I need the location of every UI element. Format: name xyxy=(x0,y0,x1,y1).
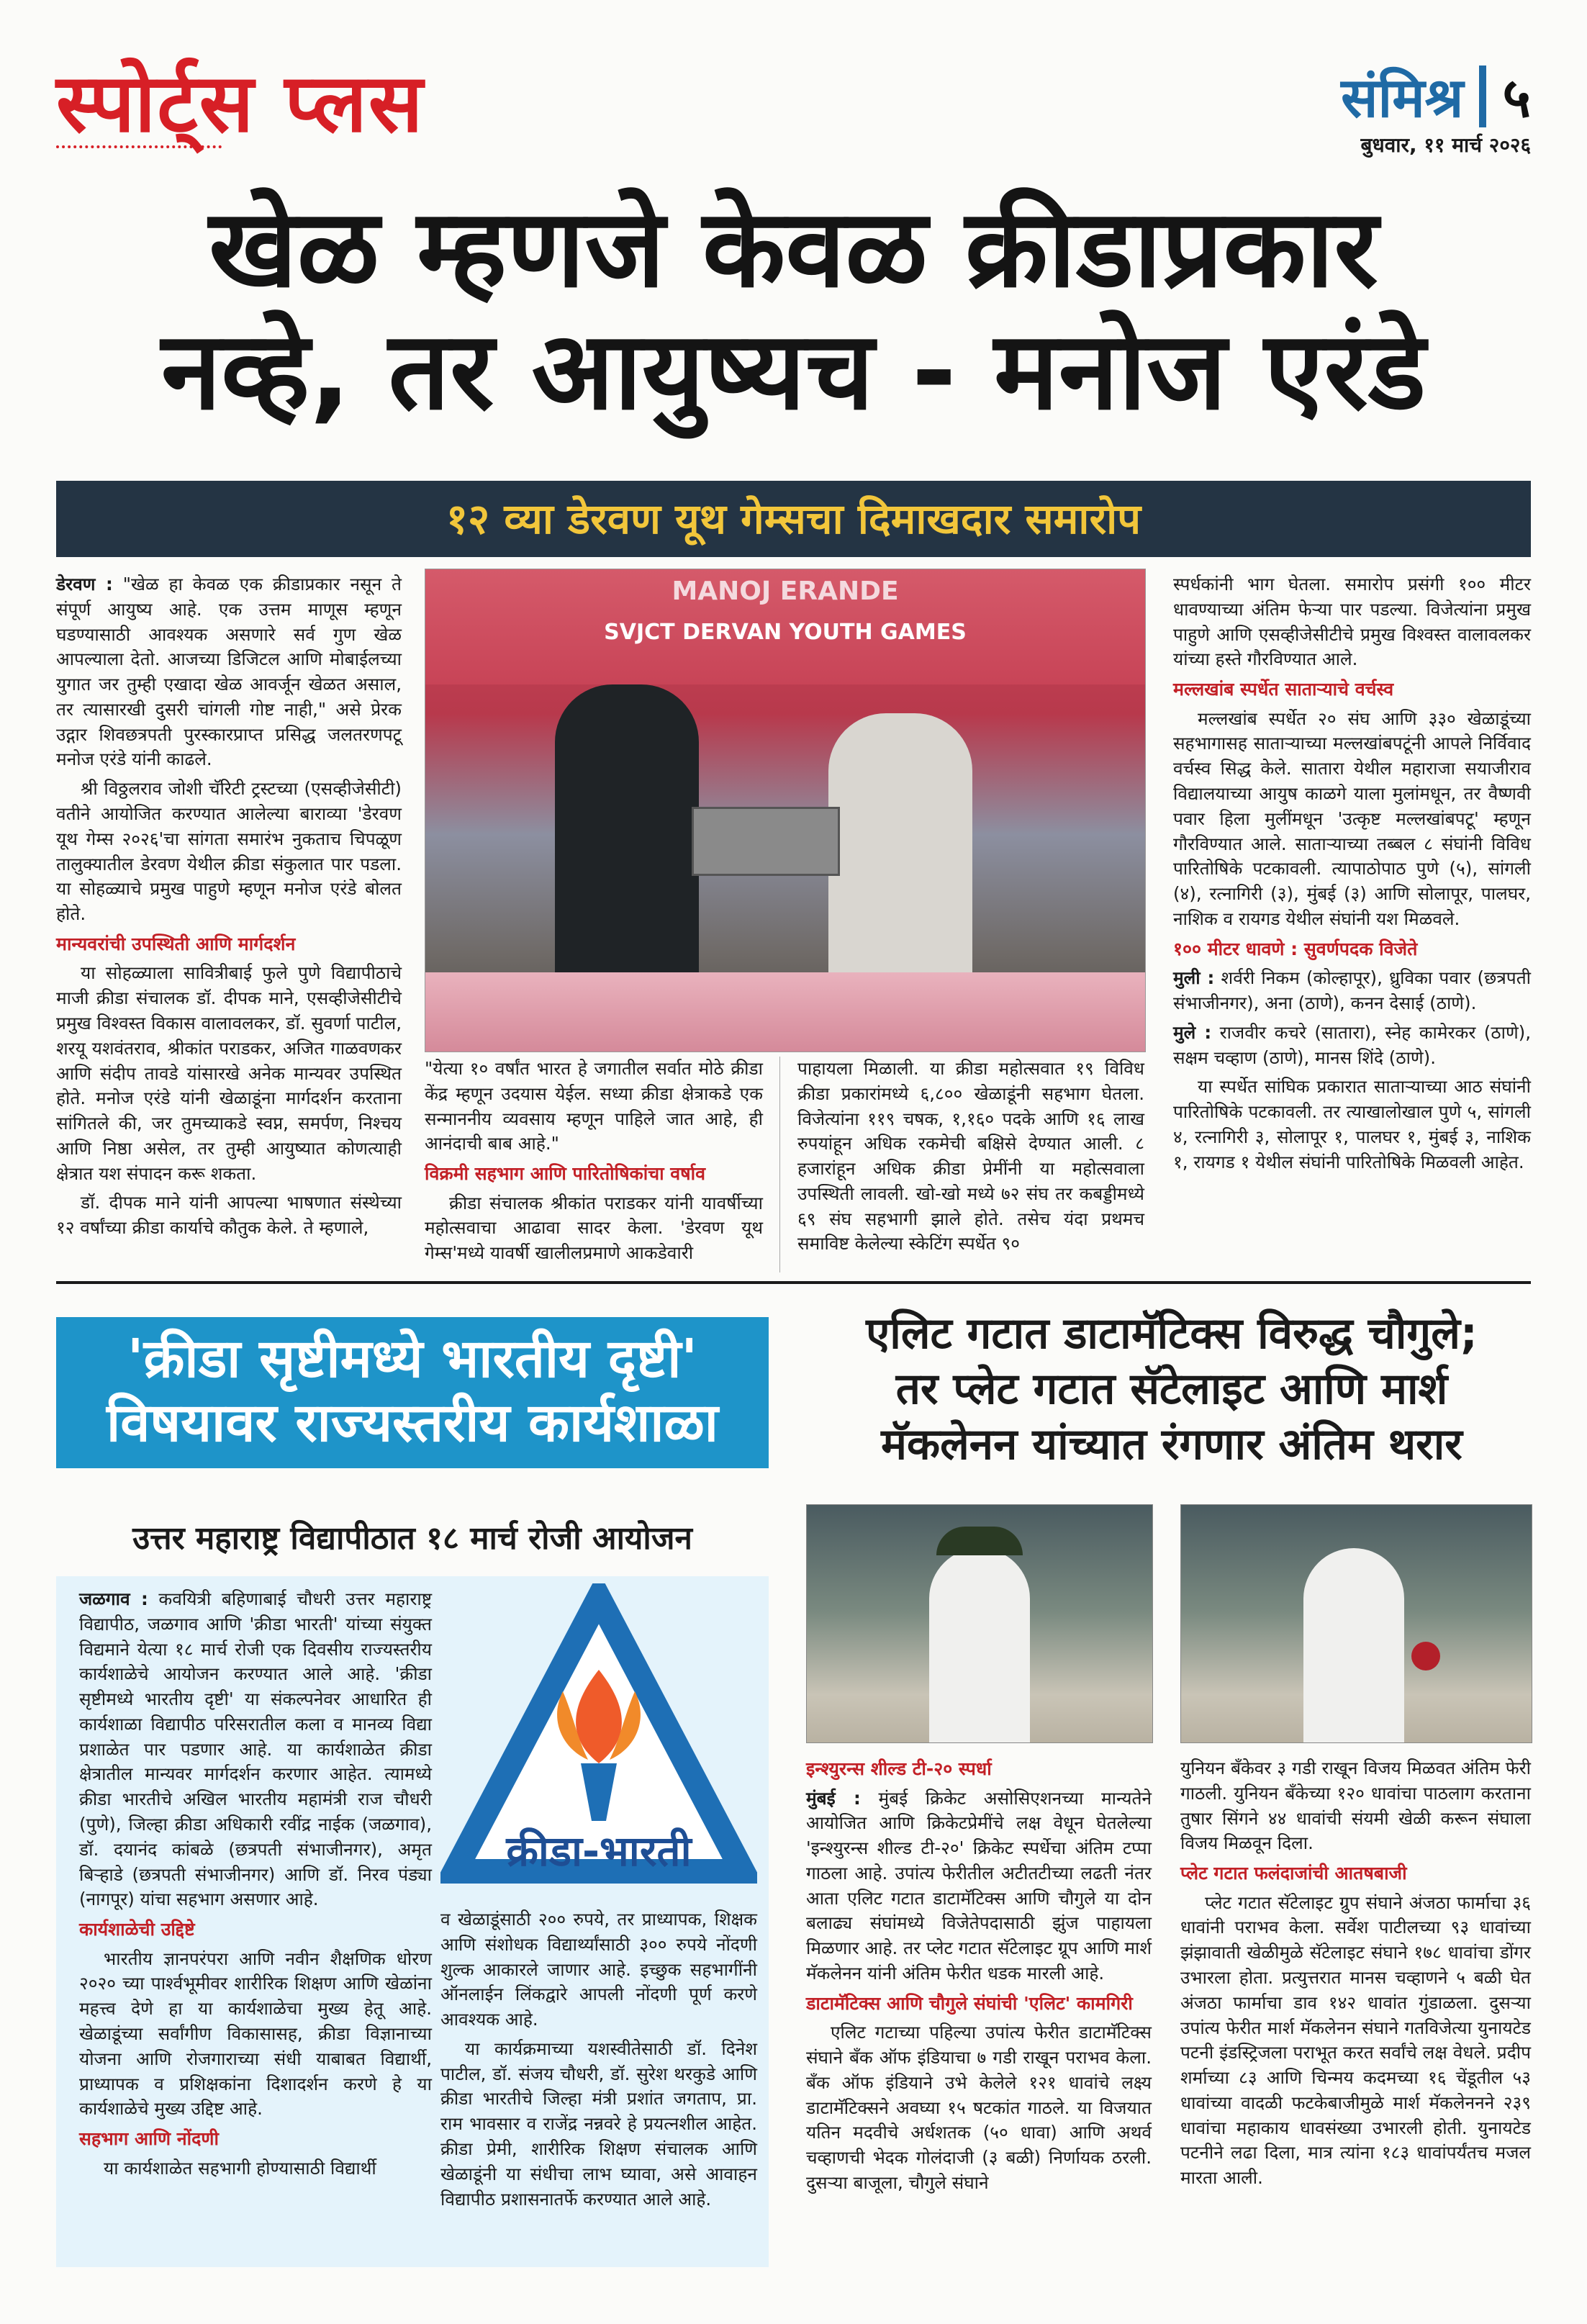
cricket-headline-line-1: एलिट गटात डाटामॅटिक्स विरुद्ध चौगुले; xyxy=(866,1308,1478,1359)
girls-winners xyxy=(1173,966,1531,1016)
column-divider xyxy=(779,1057,780,1272)
cricket-headline-line-3: मॅकलेनन यांच्यात रंगणार अंतिम थरार xyxy=(881,1419,1462,1470)
subheading: प्लेट गटात फलंदाजांची आतषबाजी xyxy=(1180,1863,1407,1884)
main-story-para: क्रीडा संचालक श्रीकांत पराडकर यांनी यावर्षीच्या महोत्सवाचा आढावा सादर केला. 'डेरवण यूथ गेम्स'मध्ये यावर्षी खालीलप्रमाणे आकडेवारी xyxy=(425,1192,763,1264)
cricket-column-2 xyxy=(1180,1756,1531,2195)
subheading: मान्यवरांची उपस्थिती आणि मार्गदर्शन xyxy=(56,933,296,954)
main-headline-line-1: खेळ म्हणजे केवळ क्रीडाप्रकार xyxy=(209,186,1378,312)
section-separator xyxy=(56,1281,1531,1284)
subheading: डाटामॅटिक्स आणि चौगुले संघांची 'एलिट' कामगिरी xyxy=(806,1992,1133,2014)
section-name: संमिश्र xyxy=(1341,65,1464,130)
person-figure-left xyxy=(555,684,699,1016)
ceremony-photo xyxy=(425,569,1146,1052)
main-story-para: "येत्या १० वर्षांत भारत हे जगातील सर्वात मोठे क्रीडा केंद्र म्हणून उदयास येईल. सध्या क्रीडा क्षेत्राकडे एक सन्माननीय व्यवसाय म्हणून पाहिले जात आहे, ही आनंदाची बाब आहे." xyxy=(425,1058,763,1154)
cricket-para xyxy=(806,1786,1152,1986)
player-photo-batsman xyxy=(806,1504,1153,1743)
main-story-column-3 xyxy=(797,1057,1144,1261)
main-story-column-1 xyxy=(56,572,402,1245)
photo-banner-subtext: SVJCT DERVAN YOUTH GAMES xyxy=(604,620,967,645)
logo-text: क्रीडा-भारती xyxy=(506,1827,692,1876)
main-story-para xyxy=(56,572,402,772)
cricket-ball xyxy=(1411,1642,1440,1670)
workshop-para: या कार्यशाळेत सहभागी होण्यासाठी विद्यार्थी xyxy=(104,2157,376,2179)
workshop-column-1 xyxy=(79,1587,432,2185)
cricket-column-1 xyxy=(806,1756,1152,2200)
subheading: मल्लखांब स्पर्धेत साताऱ्याचे वर्चस्व xyxy=(1173,679,1394,700)
main-subheadline-band: १२ व्या डेरवण यूथ गेम्सचा दिमाखदार समारोप xyxy=(56,481,1531,557)
workshop-para: व खेळाडूंसाठी २०० रुपये, तर प्राध्यापक, शिक्षक आणि संशोधक विद्यार्थ्यांसाठी ३०० रुपये नोंदणी शुल्क आकारले जाणार आहे. इच्छुक सहभागींनी ऑनलाईन लिंकद्वारे आपली नोंदणी पूर्ण करणे आवश्यक आहे. xyxy=(440,1909,757,2030)
workshop-para: भारतीय ज्ञानपरंपरा आणि नवीन शैक्षणिक धोरण २०२० च्या पार्श्वभूमीवर शारीरिक शिक्षण आणि खेळांना महत्त्व देणे हा या कार्यशाळेचा मुख्य हेतू आहे. खेळाडूंच्या सर्वांगीण विकासासह, क्रीडा विज्ञानाच्या योजना आणि रोजगाराच्या संधी याबाबत विद्यार्थी, प्राध्यापक व प्रशिक्षकांना दिशादर्शन करणे हे या कार्यशाळेचे मुख्य उद्दिष्ट आहे. xyxy=(79,1948,432,2120)
subheading: इन्श्युरन्स शील्ड टी-२० स्पर्धा xyxy=(806,1758,992,1779)
para-text: मुंबई क्रिकेट असोसिएशनच्या मान्यतेने आयोजित आणि क्रिकेटप्रेमींचे लक्ष वेधून घेतलेल्या 'इन्श्युरन्स शील्ड टी-२०' क्रिकेट स्पर्धेचा अंतिम टप्पा गाठला आहे. उपांत्य फेरीतील अटीतटीच्या लढती नंतर आता एलिट गटात डाटामॅटिक्स आणि चौगुले या दोन बलाढ्य संघांमध्ये विजेतेपदासाठी झुंज पाहायला मिळणार आहे. तर प्लेट गटात सॅटेलाइट ग्रूप आणि मार्श मॅकलेनन यांनी अंतिम फेरीत धडक मारली आहे. xyxy=(806,1787,1152,1984)
player-hat xyxy=(936,1527,1023,1555)
dateline: जळगाव : xyxy=(79,1588,148,1609)
para-text: "खेळ हा केवळ एक क्रीडाप्रकार नसून ते संपूर्ण आयुष्य आहे. एक उत्तम माणूस म्हणून घडण्यासाठी आवश्यक असणारे सर्व गुण खेळ आपल्याला देतो. आजच्या डिजिटल आणि मोबाईलच्या युगात जर तुम्ही एखादा खेळ आवर्जून खेळत असाल, तर त्यासारखी दुसरी चांगली गोष्ट नाही," असे प्रेरक उद्गार शिवछत्रपती पुरस्कारप्राप्त प्रसिद्ध जलतरणपटू मनोज एरंडे यांनी काढले. xyxy=(56,574,402,770)
brand-underline xyxy=(56,145,222,148)
main-story-column-2 xyxy=(425,1057,763,1270)
main-story-para: या स्पर्धेत सांघिक प्रकारात साताऱ्याच्या आठ संघांनी पारितोषिके पटकावली. तर त्याखालोखाल पुणे ५, सांगली ४, रत्नागिरी ३, सोलापूर १, पालघर १, मुंबई ३, नाशिक १, रायगड १ येथील संघांनी पारितोषिके मिळवली आहेत. xyxy=(1173,1076,1531,1172)
photo-banner-text: MANOJ ERANDE xyxy=(672,577,899,606)
cricket-para: युनियन बँकेवर ३ गडी राखून विजय मिळवत अंतिम फेरी गाठली. युनियन बँकेच्या १२० धावांचा पाठलाग करताना तुषार सिंगने ४४ धावांची संयमी खेळी करून संघाला विजय मिळवून दिला. xyxy=(1180,1758,1531,1854)
cricket-headline xyxy=(805,1306,1539,1472)
section-divider xyxy=(1479,65,1486,127)
workshop-para: या कार्यक्रमाच्या यशस्वीतेसाठी डॉ. दिनेश पाटील, डॉ. संजय चौधरी, डॉ. सुरेश थरकुडे आणि क्रीडा भारतीचे जिल्हा मंत्री प्रशांत जगताप, प्रा. राम भावसार व राजेंद्र नन्नवरे हे प्रयत्नशील आहेत. क्रीडा प्रेमी, शारीरिक शिक्षण संचालक आणि खेळाडूंनी या संधीचा लाभ घ्यावा, असे आवाहन विद्यापीठ प्रशासनातर्फे करण्यात आले आहे. xyxy=(440,2038,757,2210)
main-story-para: श्री विठ्ठलराव जोशी चॅरिटी ट्रस्टच्या (एसव्हीजेसीटी) वतीने आयोजित करण्यात आलेल्या बाराव्या 'डेरवण यूथ गेम्स २०२६'चा सांगता समारंभ नुकताच चिपळूण तालुक्यातील डेरवण येथील क्रीडा संकुलात पार पडला. या सोहळ्याचे प्रमुख पाहुणे म्हणून मनोज एरंडे बोलत होते. xyxy=(56,778,402,925)
workshop-headline-line-1: 'क्रीडा सृष्टीमध्ये भारतीय दृष्टी' xyxy=(127,1328,698,1390)
page-number: ५ xyxy=(1502,65,1531,130)
workshop-subheadline: उत्तर महाराष्ट्र विद्यापीठात १८ मार्च रोजी आयोजन xyxy=(132,1520,692,1557)
player-figure xyxy=(1303,1548,1404,1742)
main-story-para: डॉ. दीपक माने यांनी आपल्या भाषणात संस्थेच्या १२ वर्षांच्या क्रीडा कार्याचे कौतुक केले. ते म्हणाले, xyxy=(56,1192,402,1239)
workshop-headline-box xyxy=(56,1317,769,1468)
dateline: डेरवण : xyxy=(56,574,113,594)
workshop-para xyxy=(79,1587,432,1912)
cricket-headline-line-2: तर प्लेट गटात सॅटेलाइट आणि मार्श xyxy=(895,1363,1448,1414)
player-figure xyxy=(929,1548,1030,1742)
para-text: कवयित्री बहिणाबाई चौधरी उत्तर महाराष्ट्र विद्यापीठ, जळगाव आणि 'क्रीडा भारती' यांच्या संयुक्त विद्यमाने येत्या १८ मार्च रोजी एक दिवसीय राज्यस्तरीय कार्यशाळेचे आयोजन करण्यात आले आहे. 'क्रीडा सृष्टीमध्ये भारतीय दृष्टी' या संकल्पनेवर आधारित ही कार्यशाळा विद्यापीठ परिसरातील कला व मानव्य विद्या प्रशाळेत पार पडणार आहे. या कार्यशाळेत क्रीडा क्षेत्रातील मान्यवर मार्गदर्शन करणार आहेत. त्यामध्ये क्रीडा भारतीचे अखिल भारतीय महामंत्री राज चौधरी (पुणे), जिल्हा क्रीडा अधिकारी रवींद्र नाईक (जळगाव), डॉ. दयानंद कांबळे (छत्रपती संभाजीनगर), अमृत बिऱ्हाडे (छत्रपती संभाजीनगर) आणि डॉ. निरव पंड्या (नागपूर) यांचा सहभाग असणार आहे. xyxy=(79,1588,432,1910)
cricket-para: एलिट गटाच्या पहिल्या उपांत्य फेरीत डाटामॅटिक्स संघाने बँक ऑफ इंडियाचा ७ गडी राखून पराभव केला. बँक ऑफ इंडियाने उभे केलेले १२१ धावांचे लक्ष्य डाटामॅटिक्सने अवघ्या १५ षटकांत गाठले. या विजयात यतिन मदवीचे अर्धशतक (५० धावा) आणि अथर्व चव्हाणची भेदक गोलंदाजी (३ बळी) निर्णायक ठरली. दुसऱ्या बाजूला, चौगुले संघाने xyxy=(806,2022,1152,2193)
boys-winners xyxy=(1173,1021,1531,1071)
brand-title: स्पोर्ट्स प्लस xyxy=(56,57,425,150)
flower-decor xyxy=(425,972,1145,1052)
issue-date: बुधवार, ११ मार्च २०२६ xyxy=(1360,133,1531,157)
krida-bharati-logo xyxy=(440,1583,757,1900)
girls-label: मुली : xyxy=(1173,967,1215,989)
main-story-para: स्पर्धकांनी भाग घेतला. समारोप प्रसंगी १०० मीटर धावण्याच्या अंतिम फेऱ्या पार पडल्या. विजेत्यांना प्रमुख पाहुणे आणि एसव्हीजेसीटीचे प्रमुख विश्वस्त वालावलकर यांच्या हस्ते गौरविण्यात आले. xyxy=(1173,574,1531,670)
workshop-headline-line-2: विषयावर राज्यस्तरीय कार्यशाळा xyxy=(107,1391,718,1454)
subheading: विक्रमी सहभाग आणि पारितोषिकांचा वर्षाव xyxy=(425,1163,705,1185)
section-header xyxy=(1341,59,1531,133)
dateline: मुंबई : xyxy=(806,1787,861,1809)
main-headline-line-2: नव्हे, तर आयुष्यच - मनोज एरंडे xyxy=(161,309,1426,434)
cricket-para: प्लेट गटात सॅटेलाइट ग्रुप संघाने अंजठा फार्माचा ३६ धावांनी पराभव केला. सर्वेश पाटीलच्या ९३ धावांच्या झंझावाती खेळीमुळे सॅटेलाइट संघाने १७८ धावांचा डोंगर उभारला होता. प्रत्युत्तरात मानस चव्हाणने ५ बळी घेत अंजठा फार्माचा डाव १४२ धावांत गुंडाळला. दुसऱ्या उपांत्य फेरीत मार्श मॅकलेनन संघाने गतविजेत्या युनायटेड पटनी इंडस्ट्रिजला पराभूत करत सर्वांचे लक्ष वेधले. प्रदीप शर्माच्या ८३ आणि चिन्मय कदमच्या १६ चेंडूतील ५३ धावांच्या वादळी फटकेबाजीमुळे मार्श मॅकलेननने २३९ धावांचा महाकाय धावसंख्या उभारली होती. युनायटेड पटनीने लढा दिला, मात्र त्यांना १८३ धावांपर्यंतच मजल मारता आली. xyxy=(1180,1891,1531,2189)
player-photo-bowler xyxy=(1180,1504,1532,1743)
subheading: सहभाग आणि नोंदणी xyxy=(79,2128,219,2150)
main-story-column-4 xyxy=(1173,572,1531,1179)
boys-list: राजवीर कचरे (सातारा), स्नेह कामेरकर (ठाणे), सक्षम चव्हाण (ठाणे), मानस शिंदे (ठाणे). xyxy=(1173,1021,1532,1068)
subheading: १०० मीटर धावणे : सुवर्णपदक विजेते xyxy=(1173,938,1418,959)
main-story-para: पाहायला मिळाली. या क्रीडा महोत्सवात १९ विविध क्रीडा प्रकारांमध्ये ६,८०० खेळाडूंनी सहभाग घेतला. विजेत्यांना ११९ चषक, १,१६० पदके आणि १६ लाख रुपयांहून अधिक रकमेची बक्षिसे देण्यात आली. ८ हजारांहून अधिक क्रीडा प्रेमींनी या महोत्सवाला उपस्थिती लावली. खो-खो मध्ये ७२ संघ तर कबड्डीमध्ये ६९ संघ सहभागी झाले होते. तसेच यंदा प्रथमच समाविष्ट केलेल्या स्केटिंग स्पर्धेत ९० xyxy=(797,1058,1144,1254)
main-story-para: मल्लखांब स्पर्धेत २० संघ आणि ३३० खेळाडूंच्या सहभागासह साताऱ्याच्या मल्लखांबपटूंनी आपले निर्विवाद वर्चस्व सिद्ध केले. सातारा येथील महाराजा सयाजीराव विद्यालयाच्या आयुष काळगे याला मुलांमधून, तर वैष्णवी पवार हिला मुलींमधून 'उत्कृष्ट मल्लखांबपटू' म्हणून गौरविण्यात आले. साताऱ्याच्या तब्बल ८ संघांनी विविध पारितोषिके पटकावली. त्यापाठोपाठ पुणे (५), सांगली (४), रत्नागिरी (३), मुंबई (३) आणि सोलापूर, पालघर, नाशिक व रायगड येथील संघांनी यश मिळवले. xyxy=(1173,707,1531,929)
subheading: कार्यशाळेची उद्दिष्टे xyxy=(79,1919,195,1940)
trophy-plaque xyxy=(692,807,840,876)
girls-list: शर्वरी निकम (कोल्हापूर), ध्रुविका पवार (छत्रपती संभाजीनगर), अना (ठाणे), कनन देसाई (ठाणे). xyxy=(1173,967,1532,1013)
main-story-para: या सोहळ्याला सावित्रीबाई फुले पुणे विद्यापीठाचे माजी क्रीडा संचालक डॉ. दीपक माने, एसव्हीजेसीटीचे प्रमुख विश्वस्त विकास वालावलकर, डॉ. सुवर्णा पाटील, शरयू यशवंतराव, श्रीकांत पराडकर, अजित गाळवणकर आणि संदीप तावडे यांसारखे अनेक मान्यवर उपस्थित होते. मनोज एरंडे यांनी खेळाडूंना मार्गदर्शन करताना सांगितले की, जर तुमच्याकडे स्वप्न, समर्पण, निश्चय आणि निष्ठा असेल, तर तुम्ही आयुष्यात कोणत्याही क्षेत्रात यश संपादन करू शकता. xyxy=(56,962,402,1184)
boys-label: मुले : xyxy=(1173,1021,1212,1043)
workshop-column-2 xyxy=(440,1907,757,2216)
